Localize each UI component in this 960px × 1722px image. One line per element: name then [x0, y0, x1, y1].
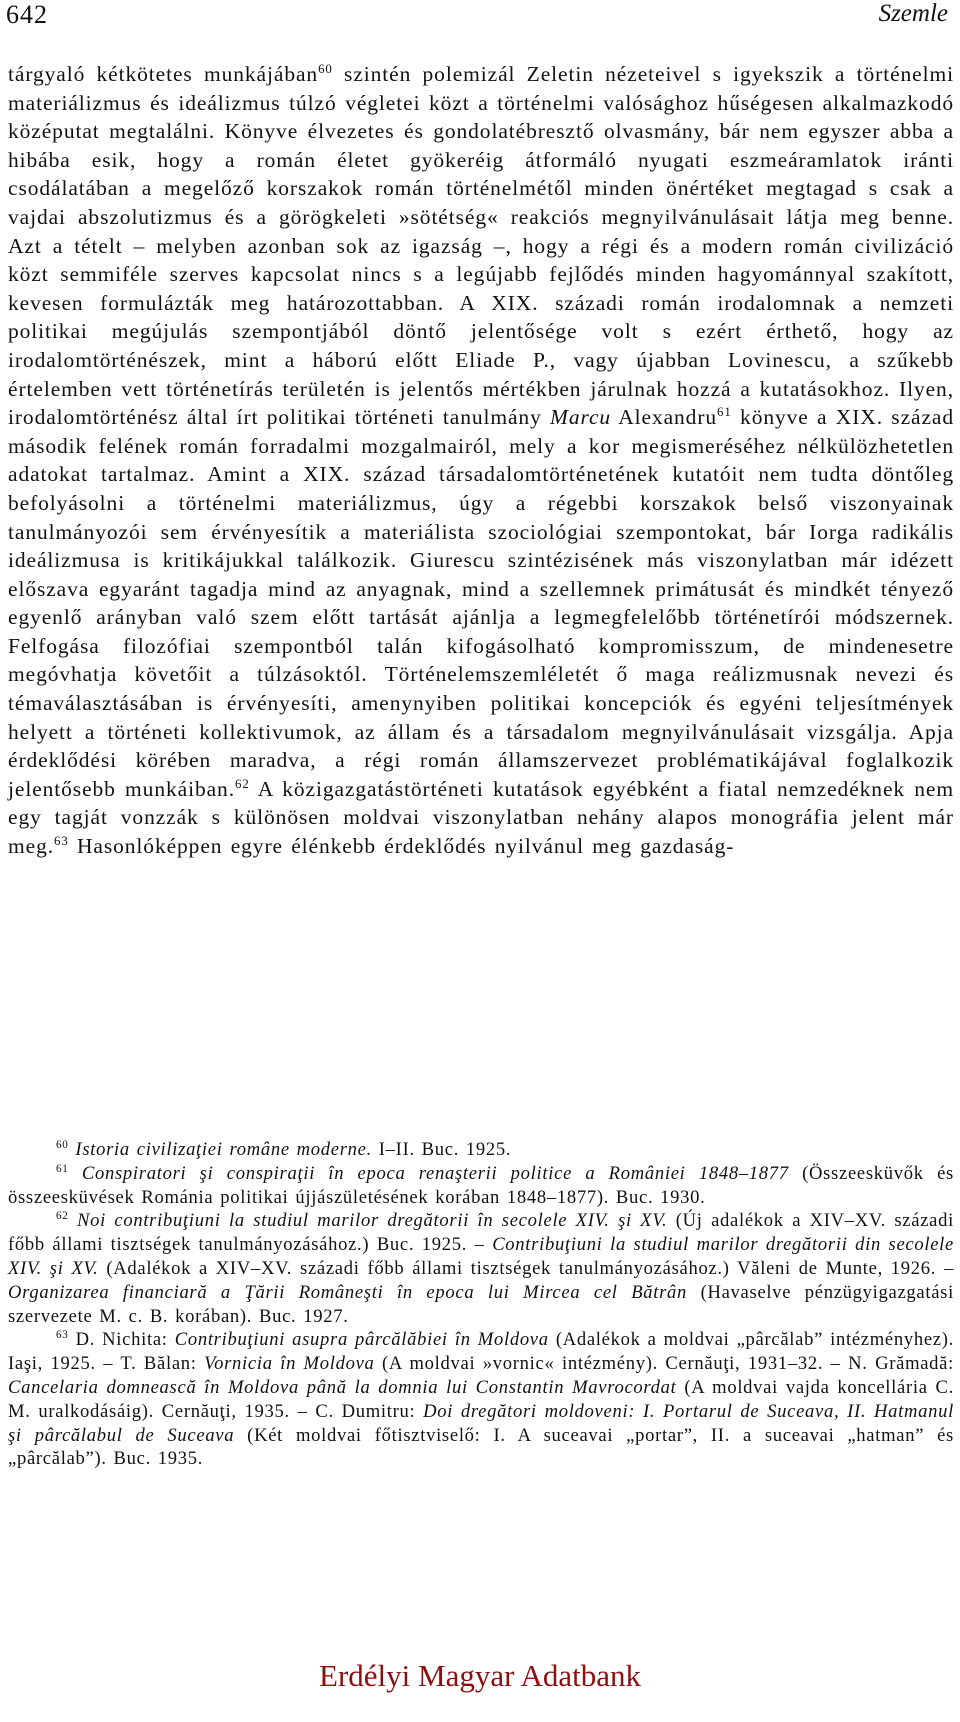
footnote-number: 60 [56, 1138, 69, 1151]
footnote-number: 63 [56, 1329, 69, 1342]
body-segment: szintén polemizál Zeletin nézeteivel s igyekszik a történelmi materiálizmus és ideálizmus túlzó végletei közt a történelmi valósághoz hűségesen alkalmazkodó középutat megtalálni. Könyve élvezetes és gondolatébresztő olvasmány, bár nem egyszer abba a hibába esik, hogy a román életet gyökeréig átformáló nyugati eszmeáramlatok iránti csodálatában a megelőző korszakok román történelmétől minden önértéket megtagad s csak a vajdai abszolutizmus és a görögkeleti »sötétség« reakciós megnyilvánulásait látja meg benne. Azt a tételt – melyben azonban sok az igazság –, hogy a régi és a modern román civilizáció közt semmiféle szerves kapcsolat nincs s a legújabb fejlődés minden hagyománnyal szakított, kevesen formulázták meg határozottabban. A XIX. századi román irodalomnak a nemzeti politikai megújulás szempontjából döntő jelentősége volt s ezért érthető, hogy az irodalomtörténészek, mint a háború előtt Eliade P., vagy újabban Lovinescu, a szűkebb értelemben vett történetírás területén is jelentős mértékben járulnak hozzá a kutatásokhoz. Ilyen, irodalomtörténész által írt politikai történeti tanulmány [8, 62, 954, 430]
body-segment: A közigazgatástörténeti kutatások egyébként a fiatal nemzedéknek nem egy tagját vonzzák s különösen moldvai viszonylatban nehány alapos monográfia jelent már meg. [8, 776, 954, 859]
footnote-title: Contribuţiuni asupra pârcălăbiei în Moldova [174, 1329, 549, 1351]
footnote-text: (Adalékok a moldvai „pârcălab” intézményhez). Iaşi, 1925. – T. Bălan: [8, 1329, 954, 1375]
footnote-text: (Két moldvai főtisztviselő: I. A suceavai „portar”, II. a suceavai „hatman” és „pârcălab”). Buc. 1935. [8, 1424, 954, 1470]
body-segment: könyve a XIX. század második felének román forradalmi mozgalmairól, mely a kor megismeréséhez nélkülözhetetlen adatokat tartalmaz. Amint a XIX. század társadalomtörténetének kutatóit nem tudta döntőleg befolyásolni a történelmi materiálizmus, úgy a régebbi korszakok belső viszonyainak tanulmányozói sem érvényesítik a materiálista szociológiai szempontokat, bár Iorga radikális ideálizmusa is kritikájukkal találkozik. Giurescu szintézisének más viszonylatban már idézett előszava egyaránt tagadja mind az anyagnak, mind a szellemnek primátusát és mindkét tényező egyenlő arányban való szem előtt tartását ajánlja a legmegfelelőbb történetírói módszernek. Felfogása filozófiai szempontból talán kifogásolható kompromisszum, de mindenesetre megóvhatja követőit a túlzásoktól. Történelemszemléletét ő maga reálizmusnak nevezi és témaválasztásában is érvényesíti, amenynyiben politikai koncepciók és egyéni teljesítmények helyett a történeti kollektivumok, az állam és a társadalom megnyilvánulásait vizsgálja. Apja érdeklődési körében maradva, a régi román államszervezet problématikájával foglalkozik jelentősebb munkáiban. [8, 405, 954, 801]
body-paragraph [8, 60, 954, 861]
footnote-63 [8, 1328, 954, 1471]
footnote-60 [8, 1138, 954, 1162]
footnote-ref-61[interactable]: 61 [717, 404, 732, 419]
footnote-text: (Havaselve pénzügyigazgatási szervezete M. c. B. korában). Buc. 1927. [8, 1281, 954, 1327]
footnote-text: D. Nichita: [68, 1329, 175, 1351]
footnote-text: (Adalékok a XIV–XV. századi főbb állami tisztségek tanulmányozásához.) Văleni de Munte, 1926. – [98, 1257, 954, 1279]
footnote-text: (Új adalékok a XIV–XV. századi főbb állami tisztségek tanulmányozásához.) Buc. 1925. – [8, 1210, 954, 1256]
footnote-title: Noi contribuţiuni la studiul marilor dregătorii în secolele XIV. şi XV. [76, 1210, 668, 1232]
footnote-title: Contribuţiuni la studiul marilor dregătorii din secolele XIV. şi XV. [8, 1234, 955, 1279]
footnote-ref-62[interactable]: 62 [234, 776, 250, 791]
footnote-text: (A moldvai »vornic« intézmény). Cernăuţi, 1931–32. – N. Grămadă: [374, 1353, 954, 1375]
footnote-title: Vornicia în Moldova [204, 1353, 375, 1375]
footnote-62 [8, 1209, 954, 1328]
footnote-title: Doi dregători moldoveni: I. Portarul de Suceava, II. Hatmanul şi pârcălabul de Suceava [8, 1400, 954, 1446]
page-header [0, 0, 960, 40]
footnote-number: 62 [56, 1210, 69, 1223]
footnote-text: (A moldvai vajda koncellária C. M. uralkodásáig). Cernăuţi, 1935. – C. Dumitru: [8, 1376, 954, 1422]
source-watermark: Erdélyi Magyar Adatbank [319, 1658, 641, 1693]
body-text [8, 60, 954, 861]
body-italic-author: Marcu [550, 405, 612, 430]
footnote-text: (Összeesküvők és összeesküvések Románia politikai újjászületésének korában 1848–1877). Buc. 1930. [8, 1162, 954, 1208]
footnote-number: 61 [56, 1162, 69, 1175]
footnote-61 [8, 1162, 954, 1210]
footnote-ref-63[interactable]: 63 [54, 833, 69, 848]
footnote-title: Istoria civilizaţiei române moderne. [75, 1139, 372, 1160]
footnote-title: Organizarea financiară a Ţării Româneşti în epoca lui Mircea cel Bătrân [8, 1281, 688, 1303]
footnote-title: Cancelaria domnească în Moldova până la domnia lui Constantin Mavrocordat [8, 1376, 677, 1398]
running-title: Szemle [878, 0, 948, 27]
footnote-text: I–II. Buc. 1925. [371, 1139, 512, 1160]
body-segment: Hasonlóképpen egyre élénkebb érdeklődés nyilvánul meg gazdaság- [68, 834, 735, 859]
body-segment: Alexandru [611, 405, 718, 430]
footnote-ref-60[interactable]: 60 [318, 61, 333, 76]
page-number: 642 [6, 0, 48, 29]
body-segment: tárgyaló kétkötetes munkájában [8, 62, 319, 86]
footnotes [8, 1138, 954, 1471]
footnote-title: Conspiratori şi conspiraţii în epoca renaşterii politice a României 1848–1877 [81, 1162, 789, 1184]
